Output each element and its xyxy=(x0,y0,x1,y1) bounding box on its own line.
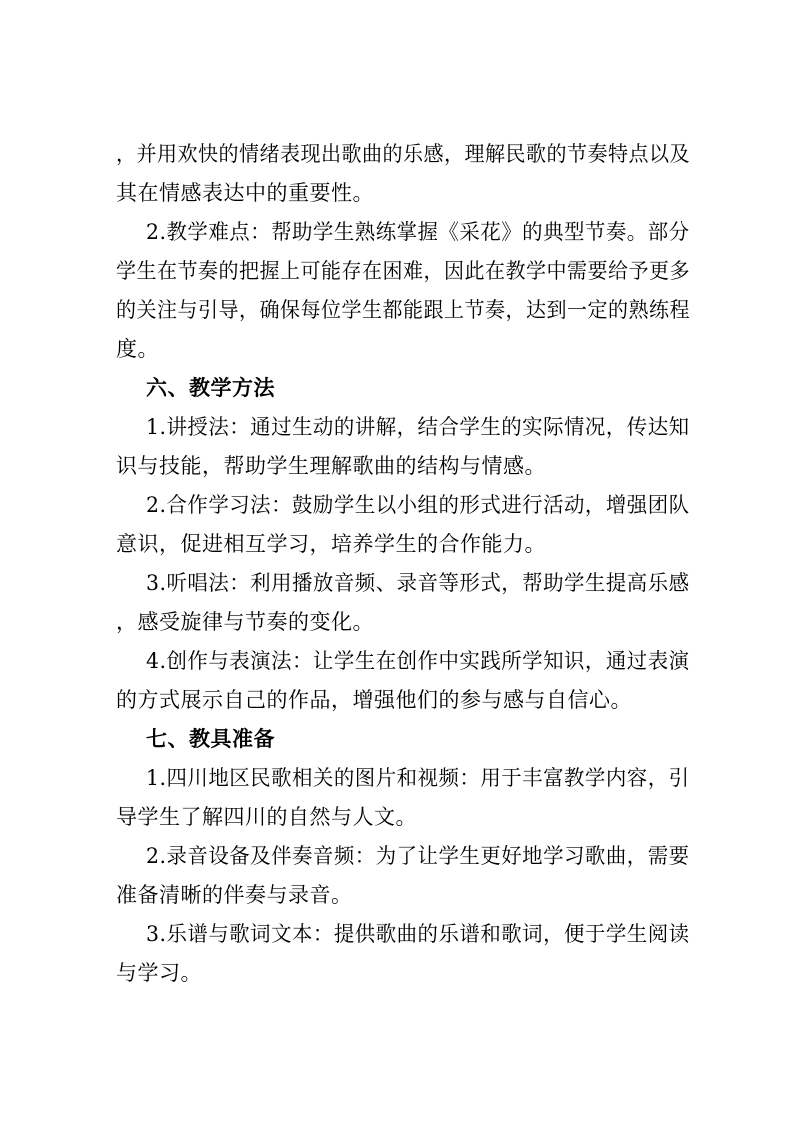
body-text-line: 2.合作学习法：鼓励学生以小组的形式进行活动，增强团队 xyxy=(146,493,690,517)
body-text-line: 识与技能，帮助学生理解歌曲的结构与情感。 xyxy=(116,454,546,478)
body-text-line: 3.听唱法：利用播放音频、录音等形式，帮助学生提高乐感 xyxy=(146,571,690,595)
body-text-line: 学生在节奏的把握上可能存在困难，因此在教学中需要给予更多 xyxy=(116,259,690,283)
body-text-line: 意识，促进相互学习，培养学生的合作能力。 xyxy=(116,532,546,556)
body-text-line: 其在情感表达中的重要性。 xyxy=(116,181,374,205)
body-text-line: 导学生了解四川的自然与人文。 xyxy=(116,805,417,829)
body-text-line: 2.教学难点：帮助学生熟练掌握《采花》的典型节奏。部分 xyxy=(146,220,690,244)
body-text-line: 3.乐谱与歌词文本：提供歌曲的乐谱和歌词，便于学生阅读 xyxy=(146,922,690,946)
body-text-line: 的方式展示自己的作品，增强他们的参与感与自信心。 xyxy=(116,688,632,712)
body-text-line: ，并用欢快的情绪表现出歌曲的乐感，理解民歌的节奏特点以及 xyxy=(116,142,690,166)
section-heading: 六、教学方法 xyxy=(146,375,275,400)
body-text-line: 与学习。 xyxy=(116,961,202,985)
body-text-line: 度。 xyxy=(116,337,159,361)
body-text-line: 2.录音设备及伴奏音频：为了让学生更好地学习歌曲，需要 xyxy=(146,844,690,868)
body-text-line: 准备清晰的伴奏与录音。 xyxy=(116,883,353,907)
body-text-line: 4.创作与表演法：让学生在创作中实践所学知识，通过表演 xyxy=(146,649,690,673)
body-text-line: ，感受旋律与节奏的变化。 xyxy=(116,610,374,634)
section-heading: 七、教具准备 xyxy=(146,726,275,751)
body-text-line: 1.四川地区民歌相关的图片和视频：用于丰富教学内容，引 xyxy=(146,766,690,790)
body-text-line: 1.讲授法：通过生动的讲解，结合学生的实际情况，传达知 xyxy=(146,415,690,439)
body-text-line: 的关注与引导，确保每位学生都能跟上节奏，达到一定的熟练程 xyxy=(116,298,690,322)
